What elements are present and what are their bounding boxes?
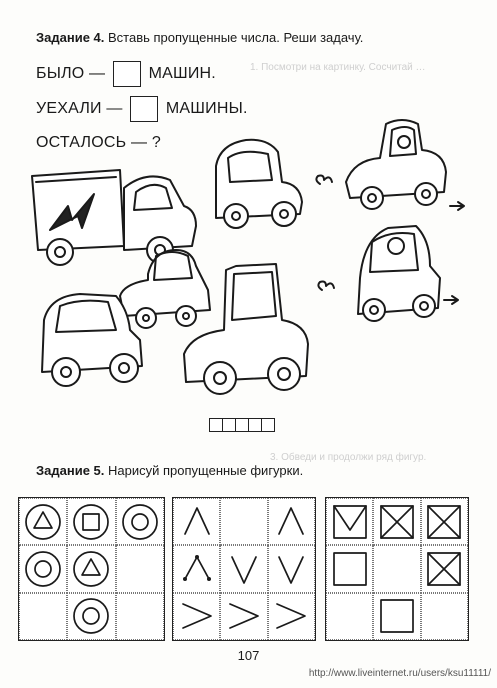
cars-illustration (20, 110, 480, 410)
tracked-car-illustration (120, 250, 210, 328)
left-label: УЕХАЛИ — (36, 100, 123, 118)
answer-cell[interactable] (209, 418, 223, 432)
page-number: 107 (237, 648, 260, 663)
square-icon (330, 549, 370, 589)
square-cross-icon (424, 549, 464, 589)
answer-cell[interactable] (261, 418, 275, 432)
grid-cell (421, 498, 468, 545)
caret-right-icon (224, 596, 264, 636)
empty-grid-cell[interactable] (326, 593, 373, 640)
circle-triangle-icon (71, 549, 111, 589)
grid-cell (268, 545, 315, 592)
grid-cell (173, 545, 220, 592)
square-icon (377, 596, 417, 636)
caret-up-icon (271, 502, 311, 542)
footer-url[interactable]: http://www.liveinternet.ru/users/ksu11111/ (308, 668, 491, 679)
double-circle-icon (71, 596, 111, 636)
circle-square-icon (71, 502, 111, 542)
task-5-number: Задание 5. (36, 463, 105, 478)
square-cross-icon (424, 502, 464, 542)
figure-grid-3 (325, 497, 469, 641)
empty-grid-cell[interactable] (19, 593, 67, 640)
grid-cell (220, 593, 267, 640)
empty-grid-cell[interactable] (373, 545, 420, 592)
caret-down-icon (271, 549, 311, 589)
grid-cell (268, 498, 315, 545)
grid-cell (19, 498, 67, 545)
bleed-through-text: 3. Обведи и продолжи ряд фигур. (270, 452, 427, 463)
task-5-instruction: Нарисуй пропущенные фигурки. (108, 463, 304, 478)
grid-cell (220, 545, 267, 592)
caret-down-icon (224, 549, 264, 589)
task-4-heading (36, 30, 363, 45)
grid-cell (326, 545, 373, 592)
empty-grid-cell[interactable] (116, 545, 164, 592)
grid-cell (268, 593, 315, 640)
grid-cell (19, 545, 67, 592)
empty-grid-cell[interactable] (116, 593, 164, 640)
answer-cell[interactable] (248, 418, 262, 432)
double-circle-icon (120, 502, 160, 542)
tall-car-illustration (216, 140, 302, 228)
caret-right-icon (271, 596, 311, 636)
grid-cell (67, 498, 115, 545)
grid-cell (373, 498, 420, 545)
bleed-through-text: 1. Посмотри на картинку. Сосчитай … (250, 62, 426, 73)
task-5-heading (36, 463, 303, 478)
remaining-question: ОСТАЛОСЬ — ? (36, 134, 161, 151)
empty-grid-cell[interactable] (220, 498, 267, 545)
caret-right-icon (177, 596, 217, 636)
answer-cell[interactable] (235, 418, 249, 432)
equation-line-1 (36, 61, 216, 87)
empty-grid-cell[interactable] (421, 593, 468, 640)
grid-cell (421, 545, 468, 592)
grid-cell (173, 498, 220, 545)
answer-strip (210, 418, 275, 432)
caret-up-dotted-icon (177, 549, 217, 589)
figure-grid-1 (18, 497, 165, 641)
square-cross-icon (377, 502, 417, 542)
grid-cell (67, 545, 115, 592)
square-triangle-icon (330, 502, 370, 542)
driver-car-top-illustration (316, 120, 464, 210)
task-4-instruction: Вставь пропущенные числа. Реши задачу. (108, 30, 364, 45)
caret-up-icon (177, 502, 217, 542)
double-circle-icon (23, 549, 63, 589)
task-4-number: Задание 4. (36, 30, 105, 45)
grid-cell (373, 593, 420, 640)
was-label: БЫЛО — (36, 65, 106, 83)
grid-cell (326, 498, 373, 545)
answer-box-was[interactable] (113, 61, 141, 87)
cars-label-2: МАШИНЫ. (165, 100, 248, 118)
figure-grid-2 (172, 497, 316, 641)
driver-car-right-illustration (318, 226, 458, 321)
grid-cell (116, 498, 164, 545)
circle-triangle-icon (23, 502, 63, 542)
answer-cell[interactable] (222, 418, 236, 432)
cars-label: МАШИН. (148, 65, 216, 83)
grid-cell (173, 593, 220, 640)
grid-cell (67, 593, 115, 640)
